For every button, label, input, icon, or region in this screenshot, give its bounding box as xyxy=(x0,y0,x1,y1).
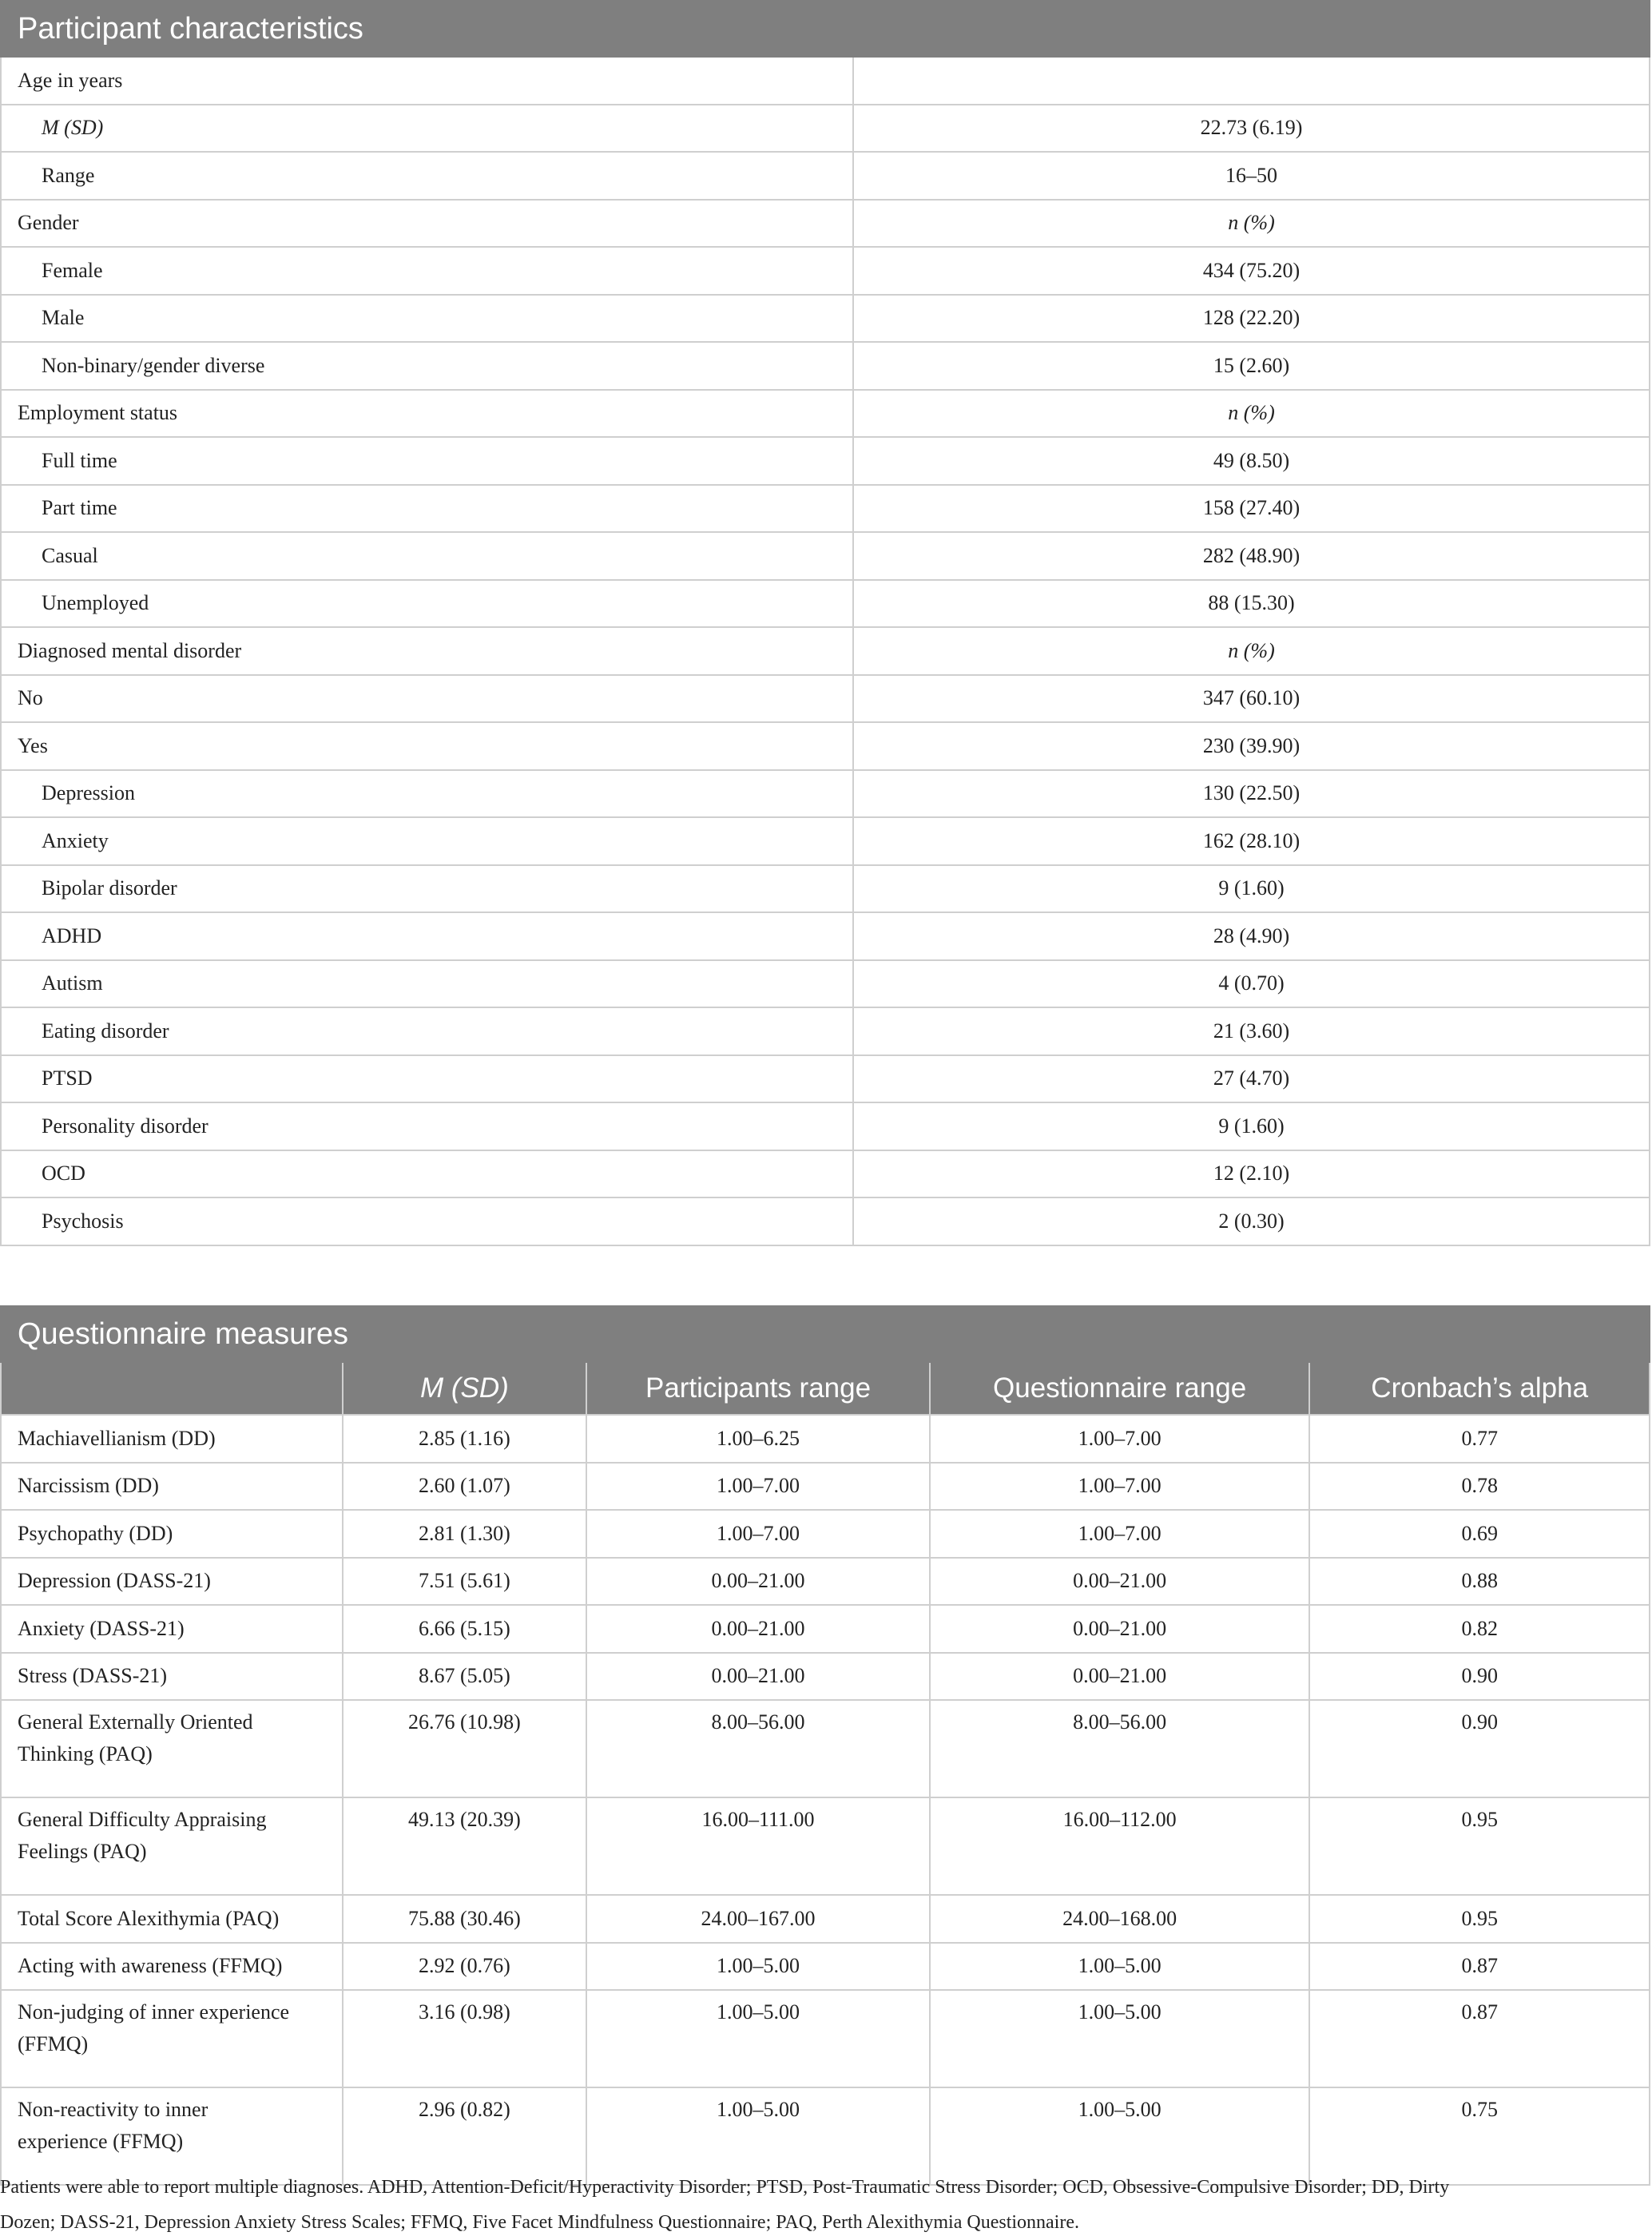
cell-msd: 2.92 (0.76) xyxy=(343,1943,587,1991)
measure-label-line: Psychopathy (DD) xyxy=(18,1521,173,1545)
cell-prange: 1.00–5.00 xyxy=(586,2087,930,2185)
cell-qrange: 0.00–21.00 xyxy=(930,1558,1310,1606)
table-row xyxy=(1,627,1650,675)
cell-qrange: 1.00–5.00 xyxy=(930,2087,1310,2185)
cell-qrange: 24.00–168.00 xyxy=(930,1895,1310,1943)
measure-label-line: Non-judging of inner experience xyxy=(18,2000,290,2024)
row-value: 12 (2.10) xyxy=(853,1150,1650,1198)
measure-label-line: Narcissism (DD) xyxy=(18,1474,159,1498)
row-value: 49 (8.50) xyxy=(853,437,1650,485)
footnote-line: Dozen; DASS-21, Depression Anxiety Stress Scales; FFMQ, Five Facet Mindfulness Questionnaire; PAQ, Perth Alexithymia Questionnaire. xyxy=(0,2212,1079,2233)
row-label: Non-binary/gender diverse xyxy=(1,342,853,390)
cell-prange: 1.00–6.25 xyxy=(586,1415,930,1463)
column-header-row xyxy=(1,1362,1650,1415)
cell-alpha: 0.87 xyxy=(1309,1990,1650,2087)
table-row xyxy=(1,437,1650,485)
cell-prange: 1.00–7.00 xyxy=(586,1510,930,1558)
cell-qrange: 1.00–7.00 xyxy=(930,1415,1310,1463)
cell-prange: 0.00–21.00 xyxy=(586,1605,930,1653)
row-value xyxy=(853,57,1650,105)
table-row xyxy=(1,1007,1650,1055)
cell-prange: 1.00–7.00 xyxy=(586,1463,930,1511)
cell-msd: 26.76 (10.98) xyxy=(343,1700,587,1797)
row-label: Depression xyxy=(1,770,853,818)
table-row xyxy=(1,1990,1650,2087)
table-title: Participant characteristics xyxy=(1,1,1650,57)
row-value: n (%) xyxy=(853,627,1650,675)
row-label: OCD xyxy=(1,1150,853,1198)
row-value: 88 (15.30) xyxy=(853,580,1650,628)
cell-msd: 7.51 (5.61) xyxy=(343,1558,587,1606)
cell-alpha: 0.90 xyxy=(1309,1653,1650,1701)
row-value: 130 (22.50) xyxy=(853,770,1650,818)
row-label: Diagnosed mental disorder xyxy=(1,627,853,675)
table-title-row xyxy=(1,1306,1650,1362)
cell-alpha: 0.95 xyxy=(1309,1895,1650,1943)
row-label: Male xyxy=(1,295,853,343)
measure-label-line: General Difficulty Appraising xyxy=(18,1808,267,1831)
measure-label xyxy=(1,1463,343,1511)
table-row xyxy=(1,1653,1650,1701)
cell-alpha: 0.82 xyxy=(1309,1605,1650,1653)
measure-label-line: Stress (DASS-21) xyxy=(18,1664,168,1688)
table-row xyxy=(1,1797,1650,1895)
cell-prange: 24.00–167.00 xyxy=(586,1895,930,1943)
row-label: Part time xyxy=(1,485,853,533)
measure-label xyxy=(1,1797,343,1895)
cell-msd: 2.85 (1.16) xyxy=(343,1415,587,1463)
row-label: Range xyxy=(1,152,853,200)
row-label: Unemployed xyxy=(1,580,853,628)
row-label: Age in years xyxy=(1,57,853,105)
cell-qrange: 0.00–21.00 xyxy=(930,1605,1310,1653)
table-row xyxy=(1,1700,1650,1797)
cell-msd: 49.13 (20.39) xyxy=(343,1797,587,1895)
table-row xyxy=(1,580,1650,628)
table-row xyxy=(1,152,1650,200)
measure-label-line: Non-reactivity to inner xyxy=(18,2098,208,2121)
table-row xyxy=(1,817,1650,865)
measure-label-line: Depression (DASS-21) xyxy=(18,1569,211,1593)
row-label: ADHD xyxy=(1,912,853,960)
cell-msd: 2.60 (1.07) xyxy=(343,1463,587,1511)
measure-label-line: Total Score Alexithymia (PAQ) xyxy=(18,1906,280,1930)
row-value: 347 (60.10) xyxy=(853,675,1650,723)
cell-alpha: 0.77 xyxy=(1309,1415,1650,1463)
row-value: 128 (22.20) xyxy=(853,295,1650,343)
row-label: PTSD xyxy=(1,1055,853,1103)
table-row xyxy=(1,390,1650,438)
table-row xyxy=(1,485,1650,533)
cell-prange: 8.00–56.00 xyxy=(586,1700,930,1797)
cell-msd: 3.16 (0.98) xyxy=(343,1990,587,2087)
cell-prange: 1.00–5.00 xyxy=(586,1990,930,2087)
measure-label xyxy=(1,1700,343,1797)
cell-prange: 16.00–111.00 xyxy=(586,1797,930,1895)
row-value: 282 (48.90) xyxy=(853,532,1650,580)
row-value: 162 (28.10) xyxy=(853,817,1650,865)
table-row xyxy=(1,960,1650,1008)
footnote-line: Patients were able to report multiple diagnoses. ADHD, Attention-Deficit/Hyperactivity Disorder; PTSD, Post-Traumatic Stress Disorder; OCD, Obsessive-Compulsive Disorder; DD, Dirty xyxy=(0,2177,1450,2198)
measure-label xyxy=(1,1895,343,1943)
table-row xyxy=(1,57,1650,105)
measure-label-line: Anxiety (DASS-21) xyxy=(18,1616,185,1640)
table-row xyxy=(1,532,1650,580)
cell-alpha: 0.87 xyxy=(1309,1943,1650,1991)
cell-prange: 1.00–5.00 xyxy=(586,1943,930,1991)
row-value: 4 (0.70) xyxy=(853,960,1650,1008)
questionnaire-measures-table xyxy=(0,1305,1650,2186)
column-header: Participants range xyxy=(586,1362,930,1415)
cell-alpha: 0.95 xyxy=(1309,1797,1650,1895)
cell-msd: 8.67 (5.05) xyxy=(343,1653,587,1701)
cell-alpha: 0.69 xyxy=(1309,1510,1650,1558)
cell-msd: 6.66 (5.15) xyxy=(343,1605,587,1653)
column-header xyxy=(1,1362,343,1415)
table-row xyxy=(1,200,1650,248)
row-value: 434 (75.20) xyxy=(853,247,1650,295)
row-value: 9 (1.60) xyxy=(853,865,1650,913)
measure-label xyxy=(1,1653,343,1701)
row-value: 230 (39.90) xyxy=(853,722,1650,770)
table-row xyxy=(1,1197,1650,1245)
row-value: 9 (1.60) xyxy=(853,1102,1650,1150)
row-label: M (SD) xyxy=(1,105,853,153)
measure-label-line: experience (FFMQ) xyxy=(18,2130,184,2153)
row-value: 16–50 xyxy=(853,152,1650,200)
table-row xyxy=(1,1055,1650,1103)
table-row xyxy=(1,1102,1650,1150)
table-row xyxy=(1,105,1650,153)
table-title-row xyxy=(1,1,1650,57)
table-row xyxy=(1,247,1650,295)
table-row xyxy=(1,1150,1650,1198)
measure-label xyxy=(1,1990,343,2087)
row-value: n (%) xyxy=(853,390,1650,438)
row-label: Bipolar disorder xyxy=(1,865,853,913)
table-row xyxy=(1,865,1650,913)
table-row xyxy=(1,1605,1650,1653)
measure-label xyxy=(1,1510,343,1558)
measure-label xyxy=(1,1558,343,1606)
table-row xyxy=(1,1943,1650,1991)
table-footnote xyxy=(0,2170,1650,2240)
row-value: 28 (4.90) xyxy=(853,912,1650,960)
table-row xyxy=(1,1415,1650,1463)
cell-prange: 0.00–21.00 xyxy=(586,1558,930,1606)
table-row xyxy=(1,342,1650,390)
row-label: Anxiety xyxy=(1,817,853,865)
measure-label xyxy=(1,1943,343,1991)
cell-alpha: 0.75 xyxy=(1309,2087,1650,2185)
measure-label-line: Machiavellianism (DD) xyxy=(18,1426,216,1450)
row-value: 22.73 (6.19) xyxy=(853,105,1650,153)
cell-qrange: 1.00–7.00 xyxy=(930,1510,1310,1558)
table-row xyxy=(1,1558,1650,1606)
measure-label xyxy=(1,1605,343,1653)
measure-label-line: General Externally Oriented xyxy=(18,1710,253,1734)
row-label: Autism xyxy=(1,960,853,1008)
cell-qrange: 0.00–21.00 xyxy=(930,1653,1310,1701)
cell-msd: 2.81 (1.30) xyxy=(343,1510,587,1558)
table-row xyxy=(1,1510,1650,1558)
table-title: Questionnaire measures xyxy=(1,1306,1650,1362)
row-value: n (%) xyxy=(853,200,1650,248)
cell-alpha: 0.88 xyxy=(1309,1558,1650,1606)
row-label: Employment status xyxy=(1,390,853,438)
column-header: Cronbach’s alpha xyxy=(1309,1362,1650,1415)
table-row xyxy=(1,770,1650,818)
measure-label-line: Acting with awareness (FFMQ) xyxy=(18,1954,283,1978)
row-value: 15 (2.60) xyxy=(853,342,1650,390)
row-label: No xyxy=(1,675,853,723)
cell-msd: 75.88 (30.46) xyxy=(343,1895,587,1943)
measure-label-line: Thinking (PAQ) xyxy=(18,1742,153,1765)
table-row xyxy=(1,675,1650,723)
column-header: M (SD) xyxy=(343,1362,587,1415)
column-header: Questionnaire range xyxy=(930,1362,1310,1415)
cell-qrange: 8.00–56.00 xyxy=(930,1700,1310,1797)
row-label: Personality disorder xyxy=(1,1102,853,1150)
cell-prange: 0.00–21.00 xyxy=(586,1653,930,1701)
cell-alpha: 0.78 xyxy=(1309,1463,1650,1511)
measure-label xyxy=(1,1415,343,1463)
row-label: Full time xyxy=(1,437,853,485)
cell-qrange: 16.00–112.00 xyxy=(930,1797,1310,1895)
cell-alpha: 0.90 xyxy=(1309,1700,1650,1797)
row-label: Psychosis xyxy=(1,1197,853,1245)
cell-qrange: 1.00–7.00 xyxy=(930,1463,1310,1511)
measure-label-line: Feelings (PAQ) xyxy=(18,1840,147,1863)
row-label: Eating disorder xyxy=(1,1007,853,1055)
table-row xyxy=(1,1895,1650,1943)
row-label: Casual xyxy=(1,532,853,580)
measure-label-line: (FFMQ) xyxy=(18,2032,89,2055)
row-label: Yes xyxy=(1,722,853,770)
cell-msd: 2.96 (0.82) xyxy=(343,2087,587,2185)
table-row xyxy=(1,722,1650,770)
cell-qrange: 1.00–5.00 xyxy=(930,1943,1310,1991)
table-row xyxy=(1,295,1650,343)
row-value: 21 (3.60) xyxy=(853,1007,1650,1055)
table-row xyxy=(1,1463,1650,1511)
row-value: 2 (0.30) xyxy=(853,1197,1650,1245)
row-value: 27 (4.70) xyxy=(853,1055,1650,1103)
cell-qrange: 1.00–5.00 xyxy=(930,1990,1310,2087)
row-label: Female xyxy=(1,247,853,295)
row-value: 158 (27.40) xyxy=(853,485,1650,533)
table-row xyxy=(1,912,1650,960)
row-label: Gender xyxy=(1,200,853,248)
